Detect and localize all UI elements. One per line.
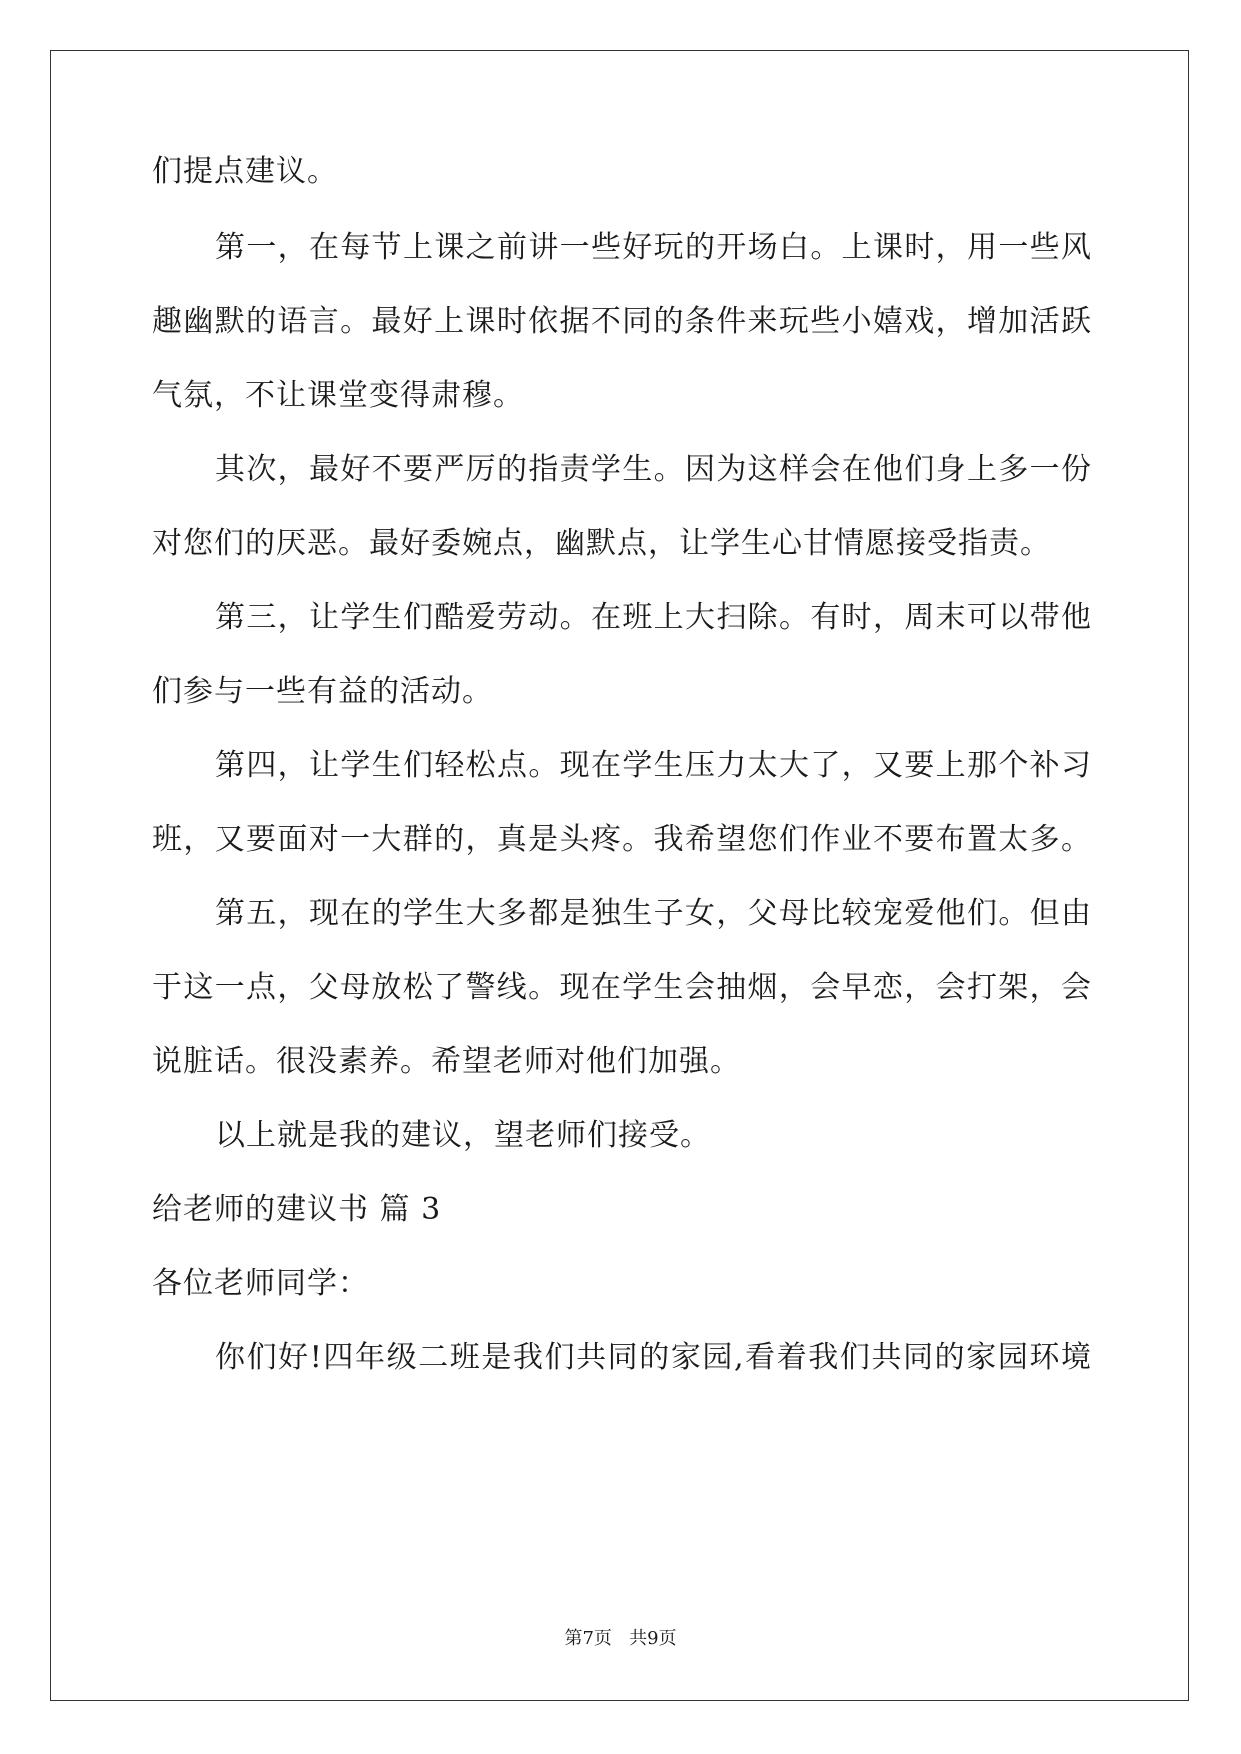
paragraph-2-line-2: 对您们的厌恶。最好委婉点，幽默点，让学生心甘情愿接受指责。 <box>152 526 1051 561</box>
paragraph-3-line-2: 们参与一些有益的活动。 <box>152 674 493 709</box>
paragraph-2-line-1: 其次，最好不要严厉的指责学生。因为这样会在他们身上多一份 <box>215 452 1092 487</box>
paragraph-1-line-1: 第一，在每节上课之前讲一些好玩的开场白。上课时，用一些风 <box>215 230 1092 265</box>
paragraph-5-line-1: 第五，现在的学生大多都是独生子女，父母比较宠爱他们。但由 <box>215 896 1092 931</box>
page-total: 共9页 <box>629 1628 677 1649</box>
text-line-1: 们提点建议。 <box>152 154 338 189</box>
page-footer <box>0 1627 1241 1651</box>
section-heading: 给老师的建议书 篇 3 <box>152 1192 442 1227</box>
paragraph-3-line-1: 第三，让学生们酷爱劳动。在班上大扫除。有时，周末可以带他 <box>215 600 1092 635</box>
page-number: 第7页 <box>564 1628 612 1649</box>
paragraph-4-line-2: 班，又要面对一大群的，真是头疼。我希望您们作业不要布置太多。 <box>152 822 1092 857</box>
salutation: 各位老师同学： <box>152 1266 369 1301</box>
closing-line: 以上就是我的建议，望老师们接受。 <box>215 1118 711 1153</box>
paragraph-5-line-2: 于这一点，父母放松了警线。现在学生会抽烟，会早恋，会打架，会 <box>152 970 1092 1005</box>
paragraph-4-line-1: 第四，让学生们轻松点。现在学生压力太大了，又要上那个补习 <box>215 748 1092 783</box>
paragraph-1-line-3: 气氛，不让课堂变得肃穆。 <box>152 378 524 413</box>
page-border <box>50 50 1189 1701</box>
paragraph-1-line-2: 趣幽默的语言。最好上课时依据不同的条件来玩些小嬉戏，增加活跃 <box>152 304 1092 339</box>
paragraph-5-line-3: 说脏话。很没素养。希望老师对他们加强。 <box>152 1044 741 1079</box>
paragraph-6-line-1: 你们好!四年级二班是我们共同的家园,看着我们共同的家园环境 <box>215 1340 1092 1375</box>
